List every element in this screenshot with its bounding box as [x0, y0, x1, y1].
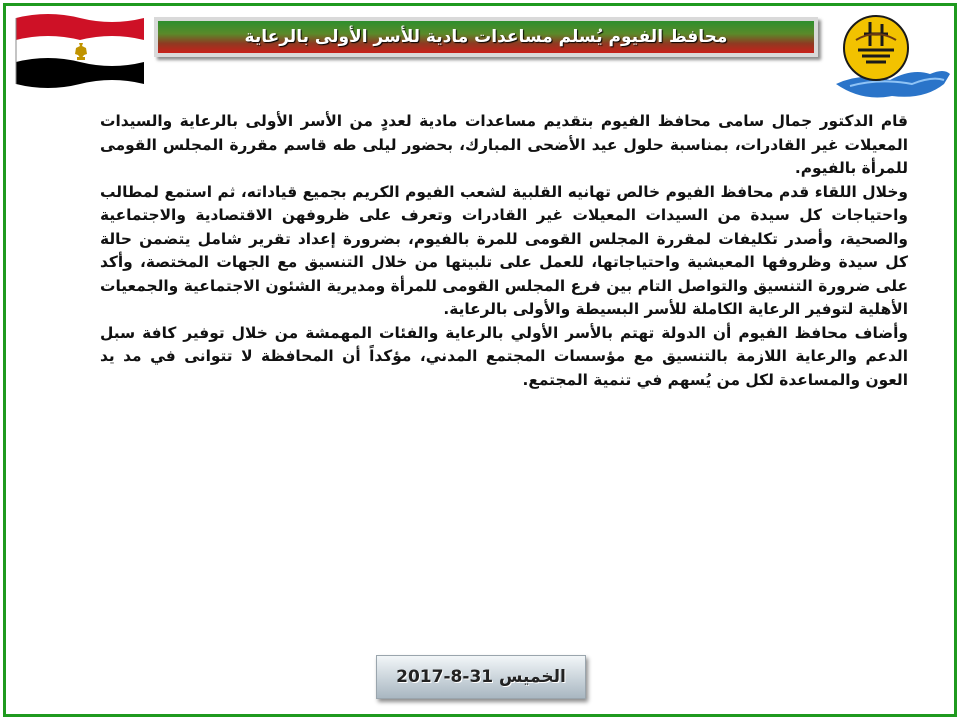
date-badge — [376, 655, 586, 699]
article-paragraph: وأضاف محافظ الفيوم أن الدولة تهتم بالأسر الأولي بالرعاية والفئات المهمشة من خلال توفير كافة سبل الدعم والرعاية اللازمة بالتنسيق مع مؤسسات المجتمع المدني، مؤكداً أن المحافظة لا تتوانى في مد يد العون والمساعدة لكل من يُسهم في تنمية المجتمع. — [100, 323, 908, 389]
article-paragraph: قام الدكتور جمال سامى محافظ الفيوم بتقديم مساعدات مادية لعددٍ من الأسر الأولى بالرعاية والسيدات المعيلات غير القادرات، بمناسبة حلول عيد الأضحى المبارك، بحضور ليلى طه قاسم مقررة المجلس القومى للمرأة بالفيوم. — [100, 112, 908, 177]
page-title: محافظ الفيوم يُسلم مساعدات مادية للأسر الأولى بالرعاية — [244, 27, 728, 47]
title-banner — [154, 17, 818, 57]
publish-date: الخميس 31-8-2017 — [396, 667, 566, 687]
article-paragraph: وخلال اللقاء قدم محافظ الفيوم خالص تهانيه القلبية لشعب الفيوم الكريم بجميع قياداته، ثم استمع لمطالب واحتياجات كل سيدة من السيدات المعيلات غير القادرات وتعرف على ظروفهن الاقتصادية والاجتماعية والصحية، وأصدر تكليفات لمقررة المجلس القومى للمرة بالفيوم، بضرورة إعداد تقرير شامل يتضمن حالة كل سيدة وظروفها المعيشية واحتياجاتها، للعمل على تلبيتها من خلال التنسيق مع الجهات المختصة، وأكد على ضرورة التنسيق والتواصل التام بين فرع المجلس القومى للمرأة ومديرية الشئون الاجتماعية والجمعيات الأهلية لتوفير الرعاية الكاملة للأسر البسيطة والأولى بالرعاية. — [100, 182, 908, 318]
article-body — [100, 110, 908, 392]
title-banner-gradient — [158, 21, 814, 53]
egypt-flag-icon — [12, 10, 148, 94]
fayoum-governorate-logo — [832, 10, 952, 106]
